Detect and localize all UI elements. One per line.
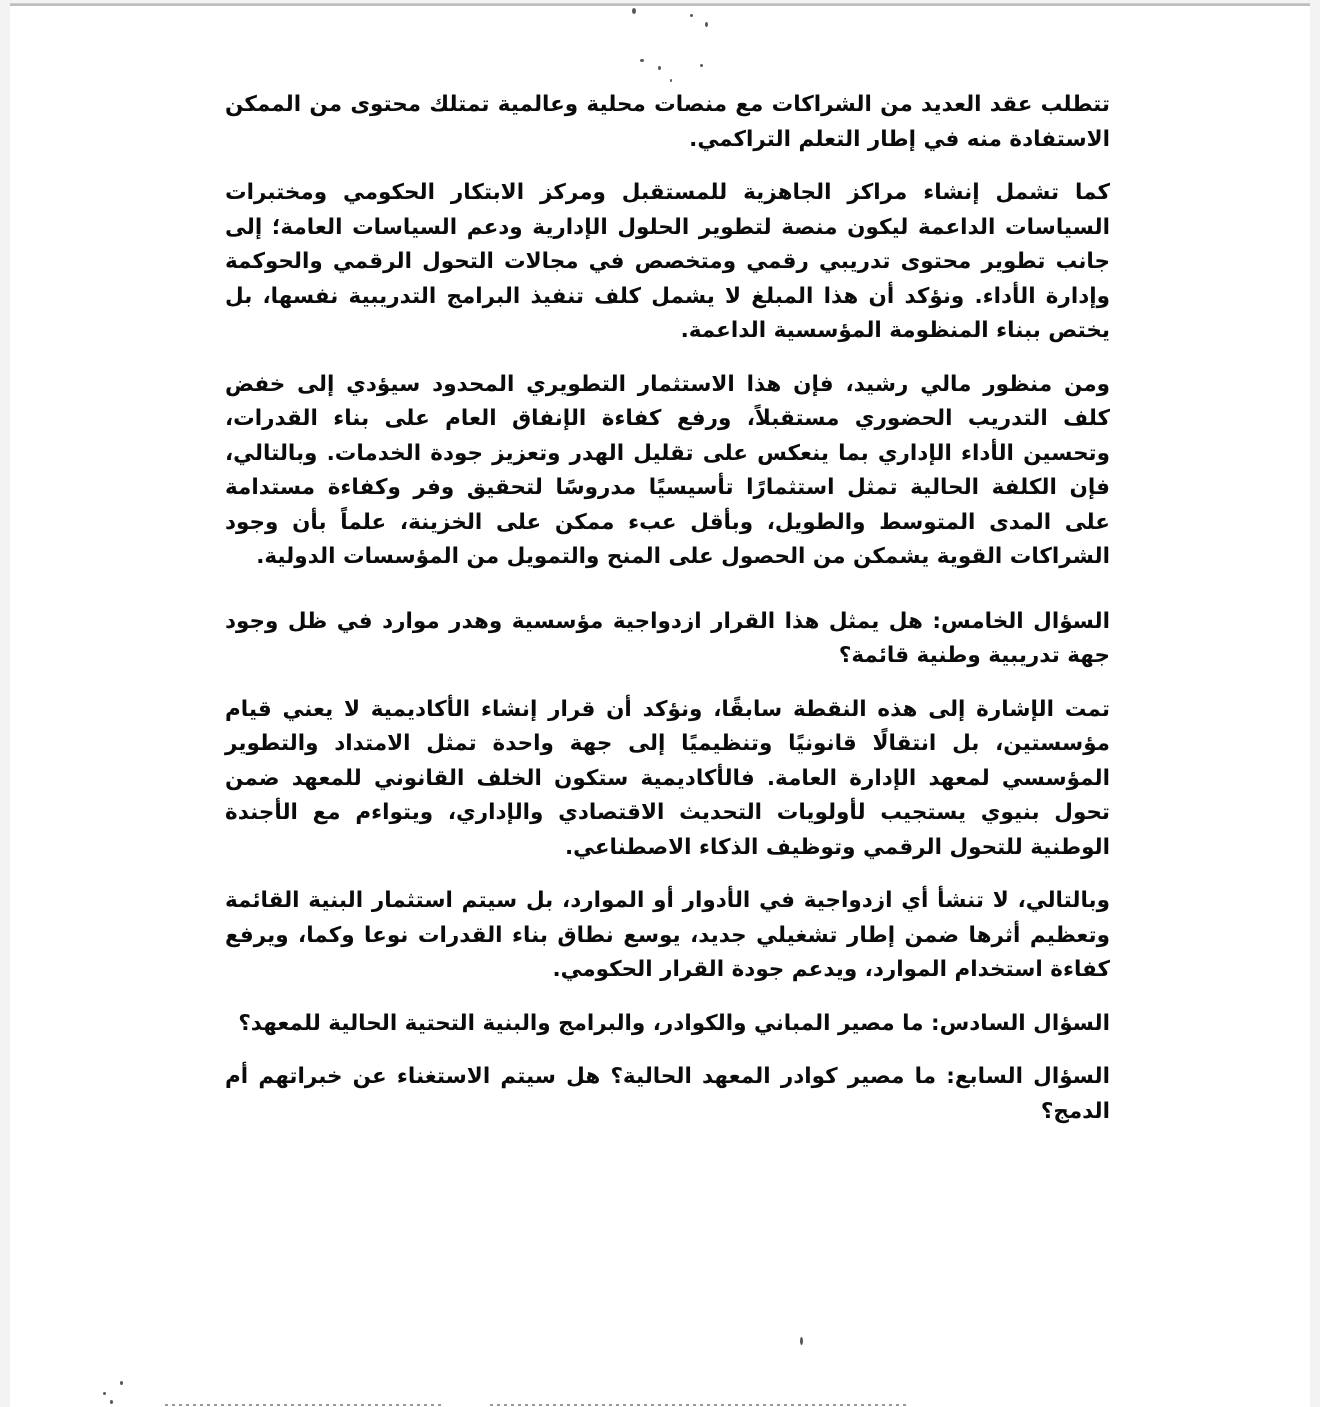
- question-6: السؤال السادس: ما مصير المباني والكوادر، والبرامج والبنية التحتية الحالية للمعهد؟: [238, 1010, 1110, 1036]
- scan-artifact: [700, 64, 703, 67]
- answer-5-paragraph-1: تمت الإشارة إلى هذه النقطة سابقًا، ونؤكد أن قرار إنشاء الأكاديمية لا يعني قيام مؤسستين، بل انتقالًا قانونيًا وتنظيميًا إلى جهة واحدة تمثل الامتداد والتطوير المؤسسي لمعهد الإدارة العامة. فالأكاديمية ستكون الخلف القانوني للمعهد ضمن تحول بنيوي يستجيب لأولويات التحديث الاقتصادي والإداري، ويتواءم مع الأجندة الوطنية للتحول الرقمي وتوظيف الذكاء الاصطناعي.: [225, 696, 1110, 860]
- answer-5-paragraph-2: وبالتالي، لا تنشأ أي ازدواجية في الأدوار أو الموارد، بل سيتم استثمار البنية القائمة وتعظيم أثرها ضمن إطار تشغيلي جديد، يوسع نطاق بناء القدرات نوعا وكما، ويرفع كفاءة استخدام الموارد، ويدعم جودة القرار الحكومي.: [225, 888, 1110, 982]
- question-5: السؤال الخامس: هل يمثل هذا القرار ازدواجية مؤسسية وهدر موارد في ظل وجود جهة تدريبية وطنية قائمة؟: [225, 608, 1110, 668]
- scan-artifact: [632, 8, 636, 14]
- scan-artifact: [110, 1400, 113, 1404]
- page-top-border: [10, 4, 1310, 6]
- scan-artifact: [705, 22, 708, 27]
- scan-artifact: [640, 59, 644, 62]
- scan-artifact: [103, 1392, 106, 1395]
- scan-artifact: [658, 66, 661, 70]
- scan-artifact: [670, 79, 672, 82]
- document-body: [225, 88, 1110, 1148]
- question-7: السؤال السابع: ما مصير كوادر المعهد الحالية؟ هل سيتم الاستغناء عن خبراتهم أم الدمج؟: [225, 1064, 1110, 1124]
- scan-artifact: [690, 14, 693, 17]
- scan-artifact: [800, 1337, 803, 1345]
- scan-artifact: [120, 1381, 123, 1385]
- paragraph-readiness-centers: كما تشمل إنشاء مراكز الجاهزية للمستقبل ومركز الابتكار الحكومي ومختبرات السياسات الداعمة ليكون منصة لتطوير الحلول الإدارية ودعم السياسات العامة؛ إلى جانب تطوير محتوى تدريبي رقمي ومتخصص في مجالات التحول الرقمي والحوكمة وإدارة الأداء. ونؤكد أن هذا المبلغ لا يشمل كلف تنفيذ البرامج التدريبية نفسها، بل يختص ببناء المنظومة المؤسسية الداعمة.: [225, 180, 1110, 343]
- paragraph-partnerships: تتطلب عقد العديد من الشراكات مع منصات محلية وعالمية تمتلك محتوى من الممكن الاستفادة منه في إطار التعلم التراكمي.: [225, 92, 1110, 152]
- paragraph-financial-perspective: ومن منظور مالي رشيد، فإن هذا الاستثمار التطويري المحدود سيؤدي إلى خفض كلف التدريب الحضوري مستقبلاً، ورفع كفاءة الإنفاق العام على بناء القدرات، وتحسين الأداء الإداري بما ينعكس على تقليل الهدر وتعزيز جودة الخدمات. وبالتالي، فإن الكلفة الحالية تمثل استثمارًا تأسيسيًا مدروسًا لتحقيق وفر وكفاءة مستدامة على المدى المتوسط والطويل، وبأقل عبء ممكن على الخزينة، علماً بأن وجود الشراكات القوية يشمكن من الحصول على المنح والتمويل من المؤسسات الدولية.: [225, 371, 1110, 569]
